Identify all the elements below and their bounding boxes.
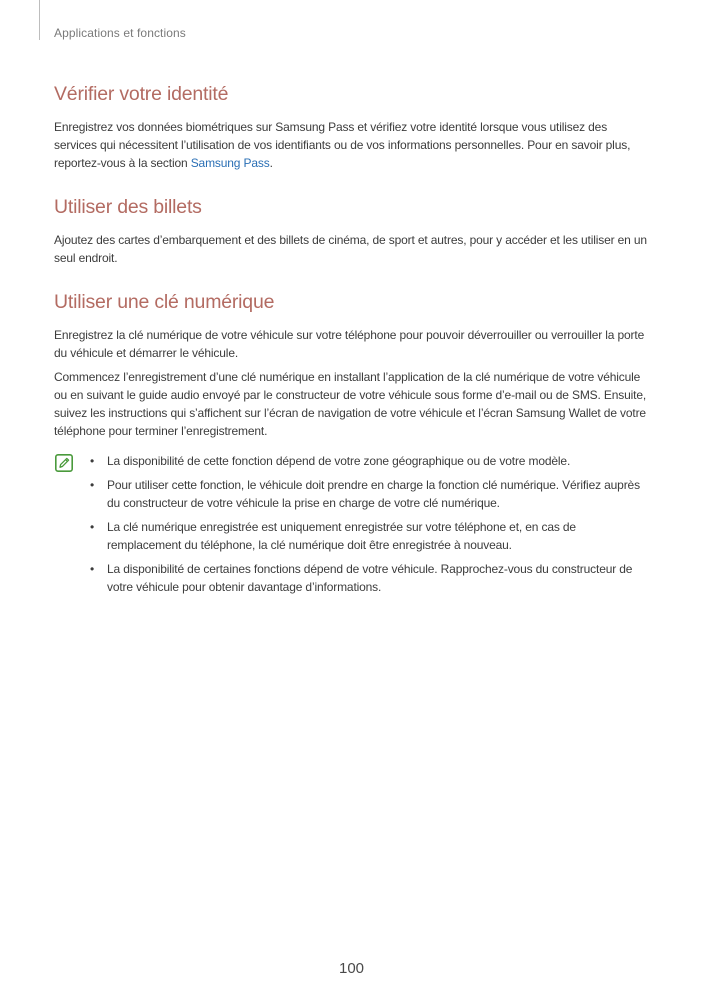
note-text: Pour utiliser cette fonction, le véhicule doit prendre en charge la fonction clé numérique. Vérifiez auprès du constructeur de votre véhicule la prise en charge de votre clé numérique.	[107, 478, 640, 510]
note-item	[87, 476, 652, 512]
paragraph-text: Enregistrez vos données biométriques sur Samsung Pass et vérifiez votre identité lorsque vous utilisez des services qui nécessitent l’utilisation de vos identifiants ou de vos informations personnelles. Pour en savoir plus, reportez-vous à la section	[54, 120, 631, 170]
page-number: 100	[338, 960, 365, 977]
page-content	[54, 82, 652, 602]
section-digital-key	[54, 290, 652, 596]
note-block	[54, 452, 652, 596]
running-header: Applications et fonctions	[54, 26, 186, 40]
bullet: •	[90, 454, 95, 468]
paragraph: Enregistrez la clé numérique de votre véhicule sur votre téléphone pour pouvoir déverrouiller ou verrouiller la porte du véhicule et démarrer le véhicule.	[54, 328, 645, 360]
samsung-pass-link[interactable]: Samsung Pass	[190, 156, 270, 170]
section-title: Utiliser une clé numérique	[54, 291, 275, 313]
note-text: La disponibilité de certaines fonctions dépend de votre véhicule. Rapprochez-vous du constructeur de votre véhicule pour obtenir davantage d’informations.	[107, 562, 633, 594]
section-title: Utiliser des billets	[54, 196, 202, 218]
note-text: La clé numérique enregistrée est uniquement enregistrée sur votre téléphone et, en cas de remplacement du téléphone, la clé numérique doit être enregistrée à nouveau.	[107, 520, 576, 552]
paragraph	[54, 118, 652, 172]
section-use-tickets	[54, 195, 652, 267]
note-list	[87, 452, 652, 596]
paragraph: Commencez l’enregistrement d’une clé numérique en installant l’application de la clé numérique de votre véhicule ou en suivant le guide audio envoyé par le constructeur de votre véhicule sous forme d’e-mail ou de SMS. Ensuite, suivez les instructions qui s’affichent sur l’écran de navigation de votre véhicule et l’écran Samsung Wallet de votre téléphone pour terminer l’enregistrement.	[54, 370, 647, 438]
note-item	[87, 518, 652, 554]
note-item	[87, 560, 652, 596]
note-item	[87, 452, 652, 470]
section-verify-identity	[54, 82, 652, 172]
note-pencil-icon	[55, 454, 73, 472]
section-title: Vérifier votre identité	[54, 83, 229, 105]
bullet: •	[90, 520, 95, 534]
note-text: La disponibilité de cette fonction dépend de votre zone géographique ou de votre modèle.	[107, 454, 571, 468]
bullet: •	[90, 478, 95, 492]
header-divider	[39, 0, 40, 40]
bullet: •	[90, 562, 95, 576]
paragraph-text-end: .	[269, 156, 273, 170]
paragraph: Ajoutez des cartes d’embarquement et des billets de cinéma, de sport et autres, pour y accéder et les utiliser en un seul endroit.	[54, 233, 647, 265]
